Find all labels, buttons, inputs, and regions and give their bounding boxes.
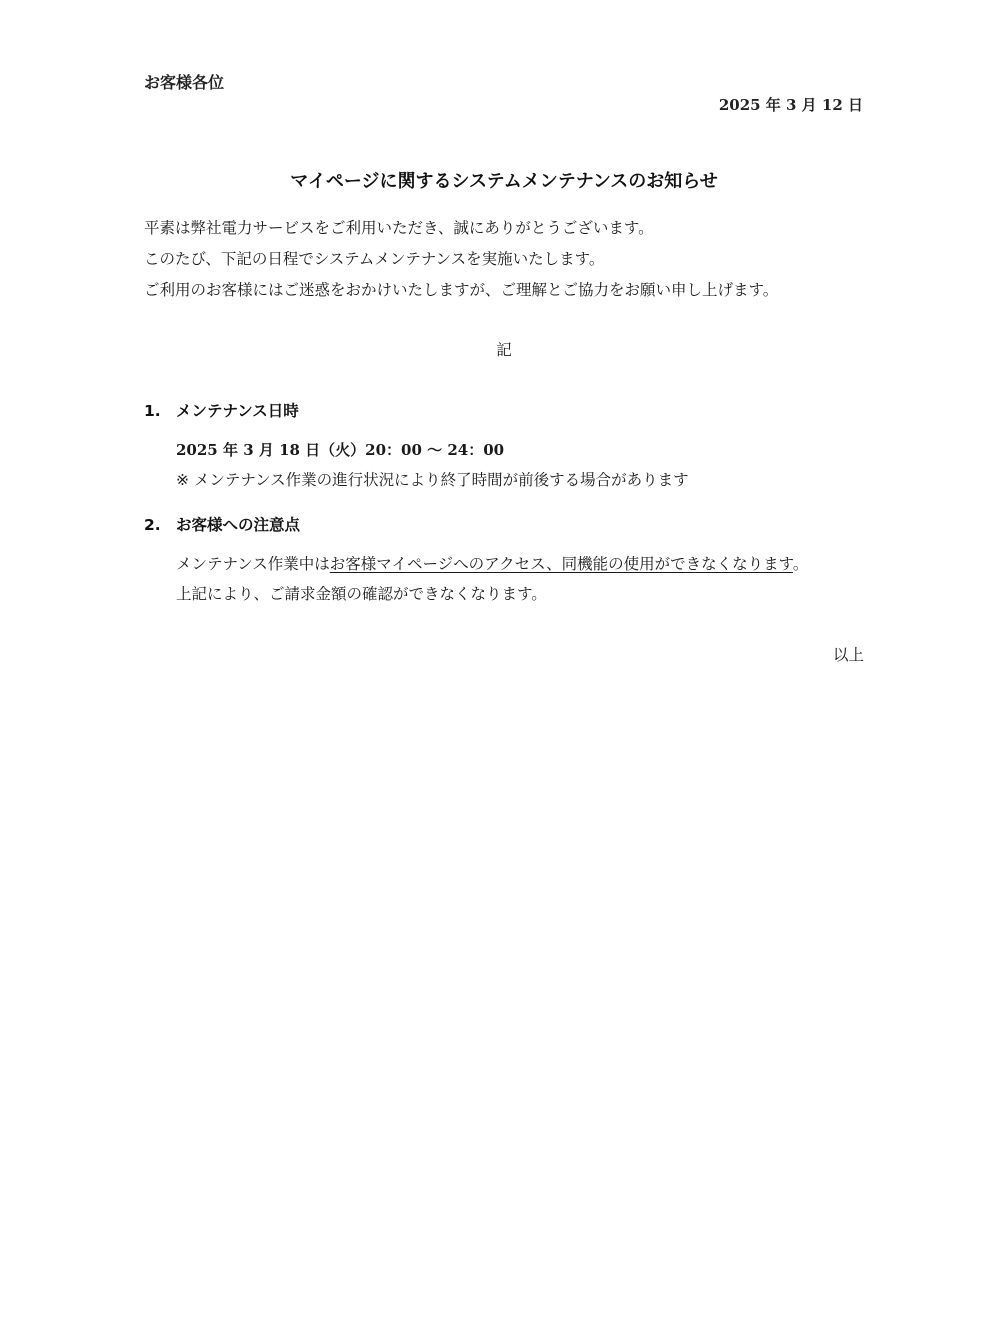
addressee: お客様各位 (144, 73, 225, 92)
note-prefix: メンテナンス作業中は (176, 555, 330, 573)
section-number: 2. (144, 516, 161, 534)
issue-date: 2025 年 3 月 12 日 (718, 96, 863, 114)
intro-line: このたび、下記の日程でシステムメンテナンスを実施いたします。 (144, 250, 605, 268)
intro-line: 平素は弊社電力サービスをご利用いただき、誠にありがとうございます。 (144, 219, 654, 237)
section-heading (144, 513, 874, 537)
intro-paragraph (144, 213, 874, 306)
closing-mark: 以上 (832, 646, 864, 664)
section-number: 1. (144, 402, 161, 420)
customer-note-line (176, 549, 876, 579)
maintenance-datetime: 2025 年 3 月 18 日（火）20：00 ～ 24：00 (176, 441, 505, 459)
ki-marker: 記 (496, 341, 512, 359)
section-title: メンテナンス日時 (176, 402, 299, 420)
section-maintenance-datetime (144, 399, 874, 423)
section-title: お客様への注意点 (176, 516, 301, 534)
customer-notes-body (176, 549, 876, 609)
intro-line: ご利用のお客様にはご迷惑をおかけいたしますが、ご理解とご協力をお願い申し上げます。 (144, 281, 779, 299)
document-title: マイページに関するシステムメンテナンスのお知らせ (290, 171, 718, 192)
section-heading (144, 399, 874, 423)
section-customer-notes (144, 513, 874, 537)
note-suffix: 。 (792, 555, 809, 573)
customer-note-line: 上記により、ご請求金額の確認ができなくなります。 (176, 585, 547, 603)
underlined-notice: お客様マイページへのアクセス、同機能の使用ができなくなります (329, 555, 793, 573)
maintenance-datetime-body (176, 436, 876, 496)
maintenance-note: ※ メンテナンス作業の進行状況により終了時間が前後する場合があります (176, 471, 689, 489)
